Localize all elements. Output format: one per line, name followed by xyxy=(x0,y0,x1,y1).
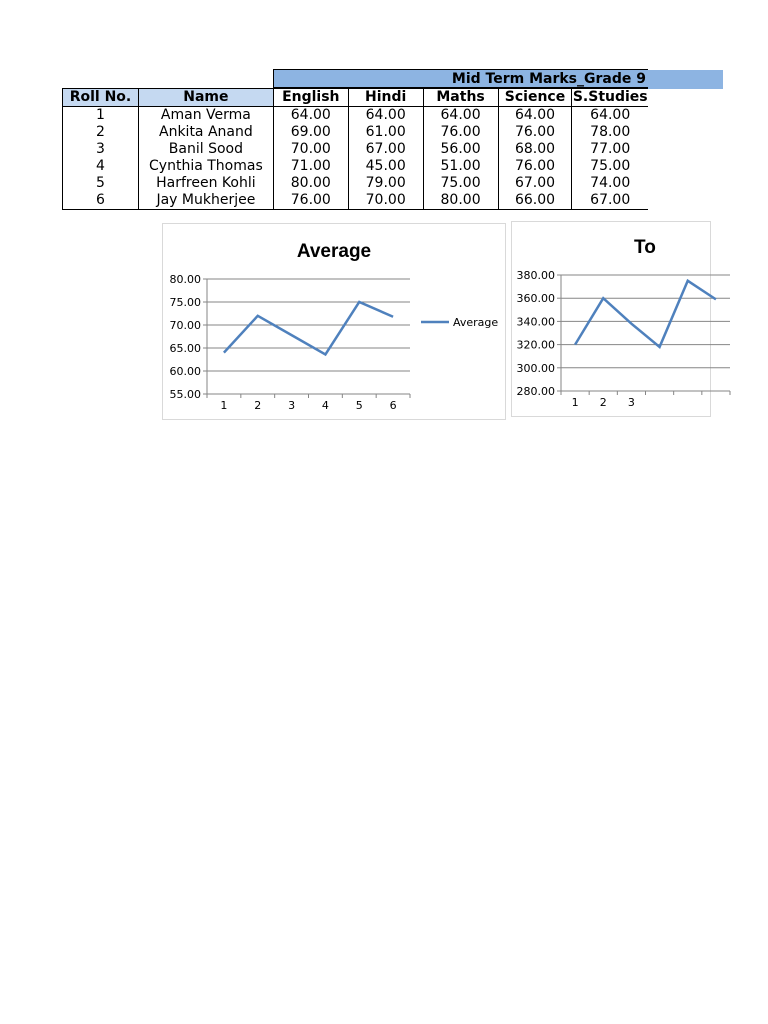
table-row xyxy=(63,124,649,141)
cell-maths[interactable]: 51.00 xyxy=(423,158,498,175)
x-tick-label: 1 xyxy=(220,399,228,412)
y-tick-label: 75.00 xyxy=(169,296,201,309)
cell-roll-no[interactable]: 5 xyxy=(63,175,139,192)
col-header-english[interactable]: English xyxy=(273,89,348,107)
cell-roll-no[interactable]: 4 xyxy=(63,158,139,175)
title-banner-extension xyxy=(648,70,723,89)
cell-name[interactable]: Harfreen Kohli xyxy=(138,175,273,192)
legend-label: Average xyxy=(453,316,499,329)
cell-english[interactable]: 69.00 xyxy=(273,124,348,141)
cell-science[interactable]: 66.00 xyxy=(498,192,572,210)
cell-maths[interactable]: 75.00 xyxy=(423,175,498,192)
y-tick-label: 320.00 xyxy=(516,338,555,352)
y-tick-label: 280.00 xyxy=(516,385,555,398)
cell-maths[interactable]: 56.00 xyxy=(423,141,498,158)
y-tick-label: 340.00 xyxy=(516,315,555,329)
cell-roll-no[interactable]: 6 xyxy=(63,192,139,210)
x-tick-label: 1 xyxy=(571,396,579,409)
cell-hindi[interactable]: 64.00 xyxy=(348,107,423,125)
y-tick-label: 300.00 xyxy=(516,361,555,375)
cell-hindi[interactable]: 61.00 xyxy=(348,124,423,141)
cell-s-studies[interactable]: 78.00 xyxy=(572,124,648,141)
cell-s-studies[interactable]: 75.00 xyxy=(572,158,648,175)
marks-table xyxy=(62,88,648,210)
spreadsheet-area xyxy=(0,0,656,430)
col-header-hindi[interactable]: Hindi xyxy=(348,89,423,107)
cell-roll-no[interactable]: 2 xyxy=(63,124,139,141)
cell-english[interactable]: 80.00 xyxy=(273,175,348,192)
x-tick-label: 2 xyxy=(599,396,607,409)
cell-name[interactable]: Aman Verma xyxy=(138,107,273,125)
table-row xyxy=(63,158,649,175)
x-tick-label: 2 xyxy=(254,399,262,412)
col-header-roll-no[interactable]: Roll No. xyxy=(63,89,139,107)
y-tick-label: 60.00 xyxy=(169,365,201,378)
col-header-maths[interactable]: Maths xyxy=(423,89,498,107)
cell-roll-no[interactable]: 1 xyxy=(63,107,139,125)
col-header-name[interactable]: Name xyxy=(138,89,273,107)
cell-name[interactable]: Cynthia Thomas xyxy=(138,158,273,175)
sheet-title[interactable]: Mid Term Marks_Grade 9 xyxy=(273,69,648,88)
y-tick-label: 80.00 xyxy=(169,273,201,286)
cell-science[interactable]: 67.00 xyxy=(498,175,572,192)
cell-science[interactable]: 64.00 xyxy=(498,107,572,125)
col-header-s-studies[interactable]: S.Studies xyxy=(572,89,648,105)
cell-english[interactable]: 64.00 xyxy=(273,107,348,125)
table-row xyxy=(63,192,649,210)
cell-english[interactable]: 71.00 xyxy=(273,158,348,175)
cell-science[interactable]: 76.00 xyxy=(498,158,572,175)
total-chart-plot xyxy=(512,222,712,418)
cell-hindi[interactable]: 79.00 xyxy=(348,175,423,192)
cell-hindi[interactable]: 70.00 xyxy=(348,192,423,210)
series-line-average xyxy=(224,302,393,354)
table-row xyxy=(63,141,649,158)
cell-hindi[interactable]: 45.00 xyxy=(348,158,423,175)
x-tick-label: 3 xyxy=(627,396,635,409)
x-tick-label: 6 xyxy=(389,399,397,412)
y-tick-label: 70.00 xyxy=(169,319,201,332)
cell-name[interactable]: Banil Sood xyxy=(138,141,273,158)
x-tick-label: 5 xyxy=(355,399,363,412)
cell-roll-no[interactable]: 3 xyxy=(63,141,139,158)
cell-maths[interactable]: 80.00 xyxy=(423,192,498,210)
x-tick-label: 4 xyxy=(321,399,329,412)
x-tick-label: 3 xyxy=(288,399,296,412)
average-chart-plot xyxy=(163,224,507,421)
table-row xyxy=(63,175,649,192)
cell-s-studies[interactable]: 67.00 xyxy=(572,192,648,210)
cell-maths[interactable]: 76.00 xyxy=(423,124,498,141)
header-row xyxy=(63,89,649,107)
cell-name[interactable]: Jay Mukherjee xyxy=(138,192,273,210)
chart-title: Average xyxy=(296,241,372,262)
cell-science[interactable]: 76.00 xyxy=(498,124,572,141)
cell-maths[interactable]: 64.00 xyxy=(423,107,498,125)
cell-s-studies[interactable]: 64.00 xyxy=(572,107,648,125)
y-tick-label: 380.00 xyxy=(516,269,555,282)
total-chart[interactable] xyxy=(511,221,711,417)
cell-english[interactable]: 70.00 xyxy=(273,141,348,158)
y-tick-label: 65.00 xyxy=(169,342,201,355)
cell-s-studies[interactable]: 74.00 xyxy=(572,175,648,192)
series-line-total xyxy=(575,281,716,347)
cell-name[interactable]: Ankita Anand xyxy=(138,124,273,141)
y-tick-label: 55.00 xyxy=(169,388,201,401)
cell-s-studies[interactable]: 77.00 xyxy=(572,141,648,158)
table-row xyxy=(63,107,649,125)
cell-hindi[interactable]: 67.00 xyxy=(348,141,423,158)
average-chart[interactable] xyxy=(162,223,506,420)
cell-english[interactable]: 76.00 xyxy=(273,192,348,210)
y-tick-label: 360.00 xyxy=(516,292,555,306)
cell-science[interactable]: 68.00 xyxy=(498,141,572,158)
col-header-science[interactable]: Science xyxy=(498,89,572,107)
chart-title: To xyxy=(634,237,656,258)
